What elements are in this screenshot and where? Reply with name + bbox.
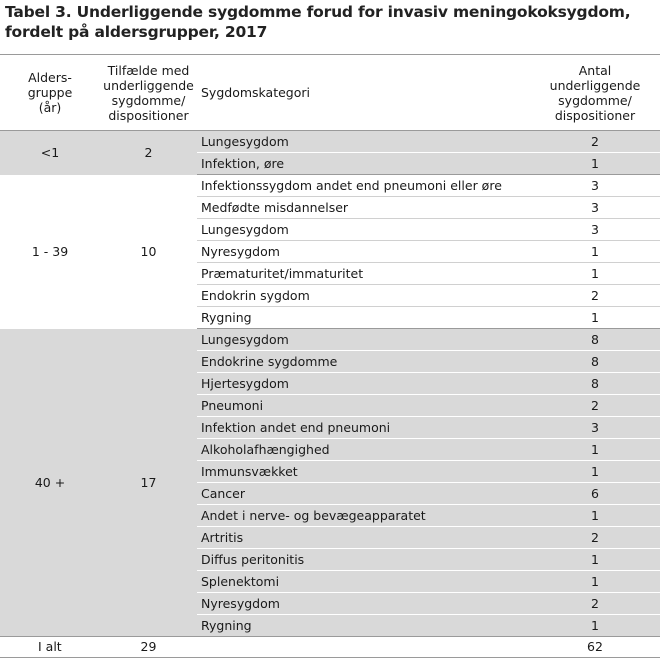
category-cell: Infektion, øre: [197, 153, 530, 175]
count-cell: 2: [530, 285, 660, 307]
count-cell: 1: [530, 549, 660, 571]
data-table: [0, 54, 660, 658]
total-label: I alt: [0, 637, 100, 658]
header-count-line: Antal: [578, 62, 612, 78]
count-cell: 3: [530, 417, 660, 439]
total-row: [0, 637, 660, 658]
count-cell: 8: [530, 329, 660, 351]
category-cell: Endokrine sygdomme: [197, 351, 530, 373]
cases-cell: 10: [100, 175, 197, 329]
category-cell: Pneumoni: [197, 395, 530, 417]
category-cell: Diffus peritonitis: [197, 549, 530, 571]
age-group-cell: 40 +: [0, 329, 100, 637]
category-cell: Hjertesygdom: [197, 373, 530, 395]
category-cell: Lungesygdom: [197, 219, 530, 241]
cases-cell: 2: [100, 131, 197, 175]
category-cell: Splenektomi: [197, 571, 530, 593]
total-count: 62: [530, 637, 660, 658]
category-cell: Lungesygdom: [197, 329, 530, 351]
count-cell: 2: [530, 527, 660, 549]
table-title: Tabel 3. Underliggende sygdomme forud for invasiv meningokoksygdom, fordelt på aldersgrupper, 2017: [5, 3, 631, 41]
count-cell: 8: [530, 351, 660, 373]
category-cell: Andet i nerve- og bevægeapparatet: [197, 505, 530, 527]
category-cell: Rygning: [197, 307, 530, 329]
total-category: [197, 637, 530, 658]
header-count-line: dispositioner: [554, 107, 636, 123]
header-count-line: sygdomme/: [558, 92, 632, 108]
category-cell: Præmaturitet/immaturitet: [197, 263, 530, 285]
category-cell: Infektionssygdom andet end pneumoni eller øre: [197, 175, 530, 197]
header-age-group: [0, 55, 100, 131]
cases-cell: 17: [100, 329, 197, 637]
category-cell: Rygning: [197, 615, 530, 637]
count-cell: 2: [530, 593, 660, 615]
category-cell: Immunsvækket: [197, 461, 530, 483]
category-cell: Artritis: [197, 527, 530, 549]
category-cell: Endokrin sygdom: [197, 285, 530, 307]
age-group-cell: 1 - 39: [0, 175, 100, 329]
header-cases-line: underliggende: [103, 77, 194, 93]
header-category: Sygdomskategori: [197, 55, 530, 131]
category-cell: Nyresygdom: [197, 241, 530, 263]
count-cell: 2: [530, 131, 660, 153]
category-cell: Cancer: [197, 483, 530, 505]
count-cell: 1: [530, 615, 660, 637]
category-cell: Nyresygdom: [197, 593, 530, 615]
count-cell: 8: [530, 373, 660, 395]
header-count-line: underliggende: [549, 77, 641, 93]
age-group-cell: <1: [0, 131, 100, 175]
count-cell: 2: [530, 395, 660, 417]
count-cell: 6: [530, 483, 660, 505]
count-cell: 1: [530, 461, 660, 483]
count-cell: 1: [530, 241, 660, 263]
table-row: [0, 175, 660, 197]
category-cell: Medfødte misdannelser: [197, 197, 530, 219]
category-cell: Alkoholafhængighed: [197, 439, 530, 461]
count-cell: 1: [530, 263, 660, 285]
count-cell: 1: [530, 153, 660, 175]
header-row: [0, 55, 660, 131]
header-age-line: Alders-: [28, 70, 72, 85]
header-cases: [100, 55, 197, 131]
count-cell: 3: [530, 175, 660, 197]
category-cell: Infektion andet end pneumoni: [197, 417, 530, 439]
category-cell: Lungesygdom: [197, 131, 530, 153]
header-age-line: (år): [38, 100, 62, 115]
count-cell: 1: [530, 439, 660, 461]
header-cases-line: sygdomme/: [111, 92, 186, 108]
table-row: [0, 329, 660, 351]
table-body: [0, 131, 660, 658]
header-age-line: gruppe: [27, 85, 73, 100]
count-cell: 3: [530, 197, 660, 219]
count-cell: 1: [530, 571, 660, 593]
count-cell: 3: [530, 219, 660, 241]
count-cell: 1: [530, 307, 660, 329]
count-cell: 1: [530, 505, 660, 527]
total-cases: 29: [100, 637, 197, 658]
table-row: [0, 131, 660, 153]
header-count: [530, 55, 660, 131]
header-cases-line: dispositioner: [108, 107, 189, 123]
header-cases-line: Tilfælde med: [107, 62, 190, 78]
